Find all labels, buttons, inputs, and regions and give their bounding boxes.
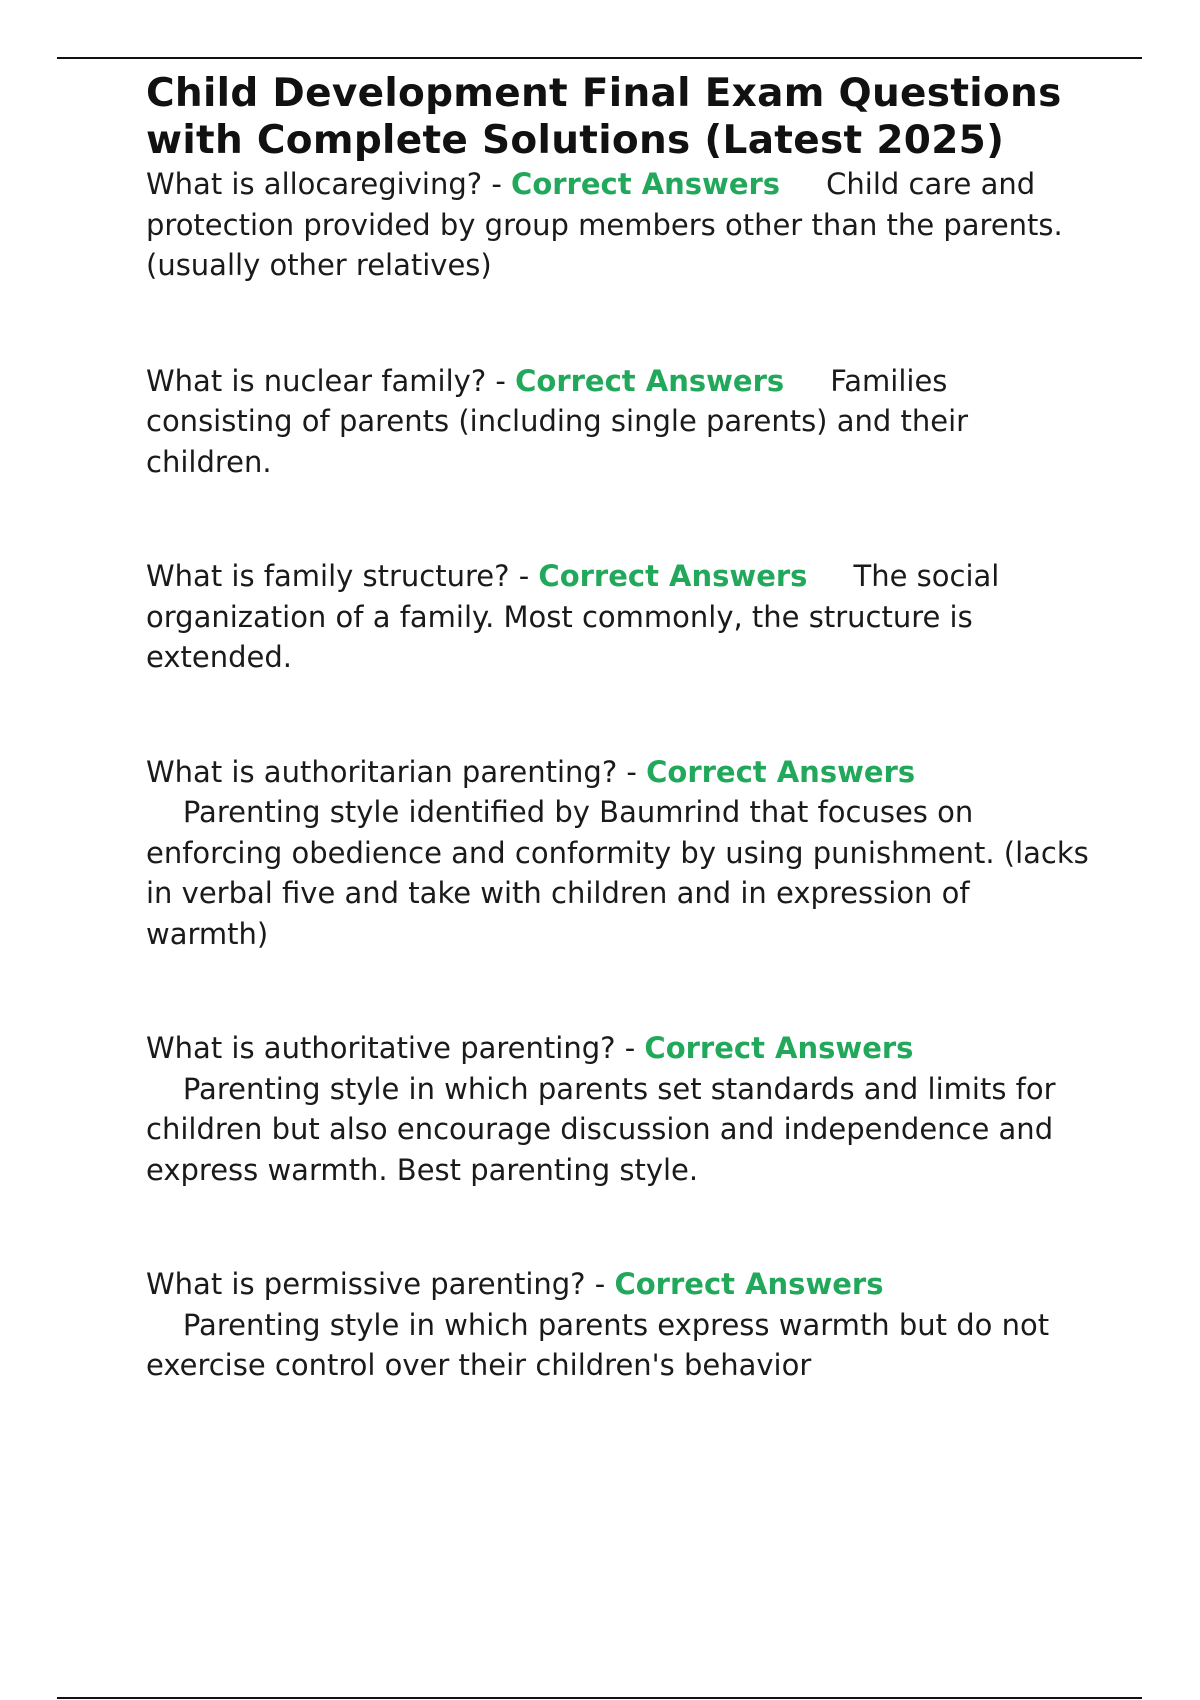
qa-item <box>146 1264 1096 1386</box>
question-text: What is allocaregiving? - <box>146 167 512 201</box>
answer-text: Parenting style identified by Baumrind that focuses on enforcing obedience and conformity by using punishment. (lacks in verbal five and take with children and in expression of warmth) <box>146 795 1089 951</box>
question-text: What is nuclear family? - <box>146 363 516 398</box>
answer-text: The social organization of a family. Most commonly, the structure is extended. <box>146 559 1000 674</box>
qa-item <box>146 164 1096 286</box>
answer-text: Parenting style in which parents set standards and limits for children but also encourage discussion and independence and express warmth. Best parenting style. <box>146 1071 1056 1187</box>
correct-answers-label: Correct Answers <box>515 363 785 398</box>
correct-answers-label: Correct Answers <box>646 754 916 789</box>
answer-text: Families consisting of parents (including single parents) and their children. <box>146 363 969 479</box>
qa-item <box>146 752 1096 955</box>
top-rule <box>57 57 1142 59</box>
correct-answers-label: Correct Answers <box>511 167 781 201</box>
qa-item <box>146 1028 1096 1190</box>
correct-answers-label: Correct Answers <box>538 559 808 593</box>
question-text: What is authoritarian parenting? - <box>146 754 647 789</box>
question-text: What is family structure? - <box>146 559 539 593</box>
qa-item <box>146 556 1096 678</box>
correct-answers-label: Correct Answers <box>614 1267 884 1301</box>
bottom-rule <box>57 1697 1142 1699</box>
document-body <box>146 70 1096 1386</box>
answer-text: Child care and protection provided by group members other than the parents. (usually other relatives) <box>146 167 1063 282</box>
qa-list <box>146 164 1096 1386</box>
qa-item <box>146 361 1096 483</box>
question-text: What is authoritative parenting? - <box>146 1031 645 1065</box>
answer-text: Parenting style in which parents express warmth but do not exercise control over their children's behavior <box>146 1307 1050 1382</box>
question-text: What is permissive parenting? - <box>146 1267 615 1301</box>
document-title: Child Development Final Exam Questions with Complete Solutions (Latest 2025) <box>146 71 1062 163</box>
correct-answers-label: Correct Answers <box>644 1031 914 1065</box>
